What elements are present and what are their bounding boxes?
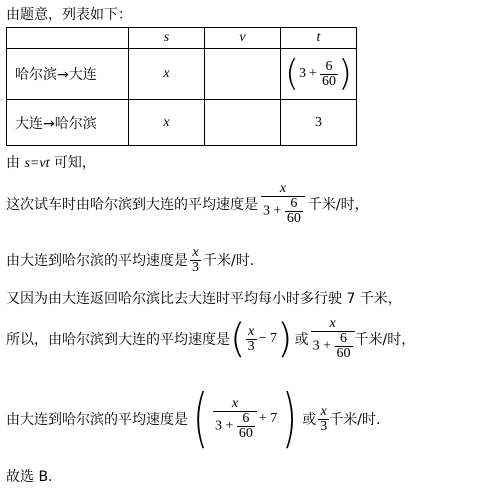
unit-text: 千米/时， (354, 332, 416, 348)
solution-table (6, 27, 357, 146)
fraction-denominator (261, 197, 305, 226)
den-int: 3 + (263, 203, 282, 219)
den-int: 3 + (312, 338, 332, 354)
fraction-denominator: 60 (286, 211, 301, 226)
left-paren: ( (285, 53, 300, 94)
fraction-numerator: x (261, 182, 305, 197)
speed-line-3 (6, 311, 415, 367)
answer-line: 故选 B. (6, 469, 53, 485)
plus-seven: + 7 (258, 411, 278, 426)
speed-fraction (246, 325, 257, 354)
speed-cell (205, 49, 281, 100)
or-text: 或 (294, 332, 309, 348)
line-text: 所以，由哈尔滨到大连的平均速度是 (6, 332, 230, 348)
fraction-denominator: 60 (336, 346, 351, 361)
fraction-denominator: 60 (238, 426, 253, 441)
fraction-denominator: 3 (320, 418, 328, 434)
intro-text: 由题意，列表如下： (6, 7, 132, 23)
time-plus: + (309, 66, 317, 81)
speed-fraction (261, 182, 305, 226)
time-int: 3 (299, 66, 307, 81)
line-text: 这次试车时由哈尔滨到大连的平均速度是 (6, 197, 258, 213)
header-cell-v: v (205, 28, 281, 49)
line-text: 由大连到哈尔滨的平均速度是 (6, 412, 188, 428)
nested-fraction (285, 197, 303, 226)
speed-line-4 (6, 379, 380, 459)
speed-fraction (190, 246, 201, 275)
fraction-denominator: 60 (321, 73, 336, 89)
minus-seven: − 7 (258, 331, 278, 346)
right-paren: ) (337, 53, 352, 94)
speed-cell (205, 100, 281, 146)
unit-text: 千米/时. (329, 412, 381, 428)
fraction-numerator: 6 (320, 60, 338, 75)
unit-text: 千米/时， (307, 197, 369, 213)
route-cell: 哈尔滨→大连 (7, 49, 129, 100)
fraction-numerator: 6 (335, 332, 353, 347)
fraction-numerator: x (190, 246, 201, 261)
speed-fraction (318, 405, 329, 434)
table-row (7, 100, 357, 146)
time-fraction (320, 60, 338, 89)
nested-fraction (237, 412, 255, 441)
den-int: 3 + (214, 418, 234, 434)
nested-fraction (335, 332, 353, 361)
table-header-row (7, 28, 357, 49)
or-text: 或 (302, 412, 317, 428)
formula-svt: s=vt (24, 156, 50, 171)
fraction-denominator (311, 332, 355, 361)
distance-cell: x (129, 49, 205, 100)
speed-fraction (213, 397, 257, 441)
table-row (7, 49, 357, 100)
fraction-numerator: 6 (285, 197, 303, 212)
fraction-numerator: x (213, 397, 257, 412)
fraction-numerator: 6 (237, 412, 255, 427)
speed-line-1 (6, 179, 369, 229)
time-cell (281, 49, 357, 100)
left-paren: ( (230, 316, 246, 362)
distance-cell: x (129, 100, 205, 146)
fraction-denominator (213, 412, 257, 441)
line-text: 可知， (49, 155, 96, 171)
route-cell: 大连→哈尔滨 (7, 100, 129, 146)
fraction-numerator: x (311, 317, 355, 332)
speed-line-2 (6, 244, 254, 276)
right-paren: ) (282, 382, 298, 456)
line-text: 由 (6, 155, 25, 171)
speed-fraction (311, 317, 355, 361)
fraction-numerator: x (246, 325, 257, 340)
line-text: 由大连到哈尔滨的平均速度是 (6, 253, 188, 269)
condition-line: 又因为由大连返回哈尔滨比去大连时平均每小时多行驶 7 千米， (6, 291, 402, 307)
formula-line (6, 152, 96, 172)
fraction-numerator: x (318, 405, 329, 420)
fraction-denominator: 3 (247, 338, 255, 354)
time-cell: 3 (281, 100, 357, 146)
unit-text: 千米/时. (203, 253, 255, 269)
header-cell-s: s (129, 28, 205, 49)
right-paren: ) (277, 316, 293, 362)
left-paren: ( (192, 382, 208, 456)
fraction-denominator: 3 (192, 259, 199, 275)
header-cell-empty (7, 28, 129, 49)
header-cell-t: t (281, 28, 357, 49)
